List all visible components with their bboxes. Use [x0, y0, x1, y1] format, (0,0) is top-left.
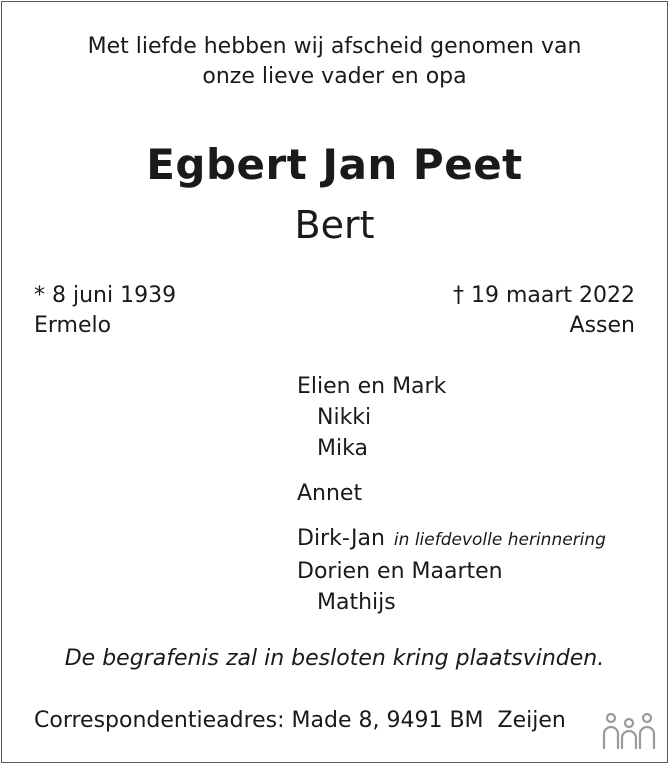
funeral-note: De begrafenis zal in besloten kring plaatsvinden.: [64, 646, 605, 671]
family-member: Annet: [297, 481, 363, 506]
family-parents: Dorien en Maarten: [297, 559, 503, 584]
family-grandchild: Nikki: [317, 405, 372, 430]
intro-line-1: Met liefde hebben wij afscheid genomen van: [87, 34, 582, 59]
birth-info: [34, 281, 176, 341]
intro-line-2: onze lieve vader en opa: [202, 64, 467, 89]
family-member-deceased: [297, 523, 606, 556]
death-info: [453, 281, 635, 341]
family-parents: Elien en Mark: [297, 374, 447, 399]
deceased-nickname: Bert: [294, 203, 375, 247]
family-grandchild: Mathijs: [317, 590, 396, 615]
family-people-icon: [601, 710, 657, 752]
family-member-name: Dirk-Jan: [297, 526, 385, 551]
deceased-full-name: Egbert Jan Peet: [146, 140, 523, 189]
intro-text: [2, 32, 667, 92]
birth-place: Ermelo: [34, 313, 112, 338]
death-date: † 19 maart 2022: [452, 283, 635, 308]
family-grandchild: Mika: [317, 436, 368, 461]
death-place: Assen: [569, 313, 635, 338]
remembrance-note: in liefdevolle herinnering: [393, 530, 606, 550]
obituary-card: [1, 1, 668, 763]
family-list: [297, 371, 606, 618]
birth-date: * 8 juni 1939: [34, 283, 177, 308]
correspondence-address: Correspondentieadres: Made 8, 9491 BM Zeijen: [34, 708, 566, 733]
